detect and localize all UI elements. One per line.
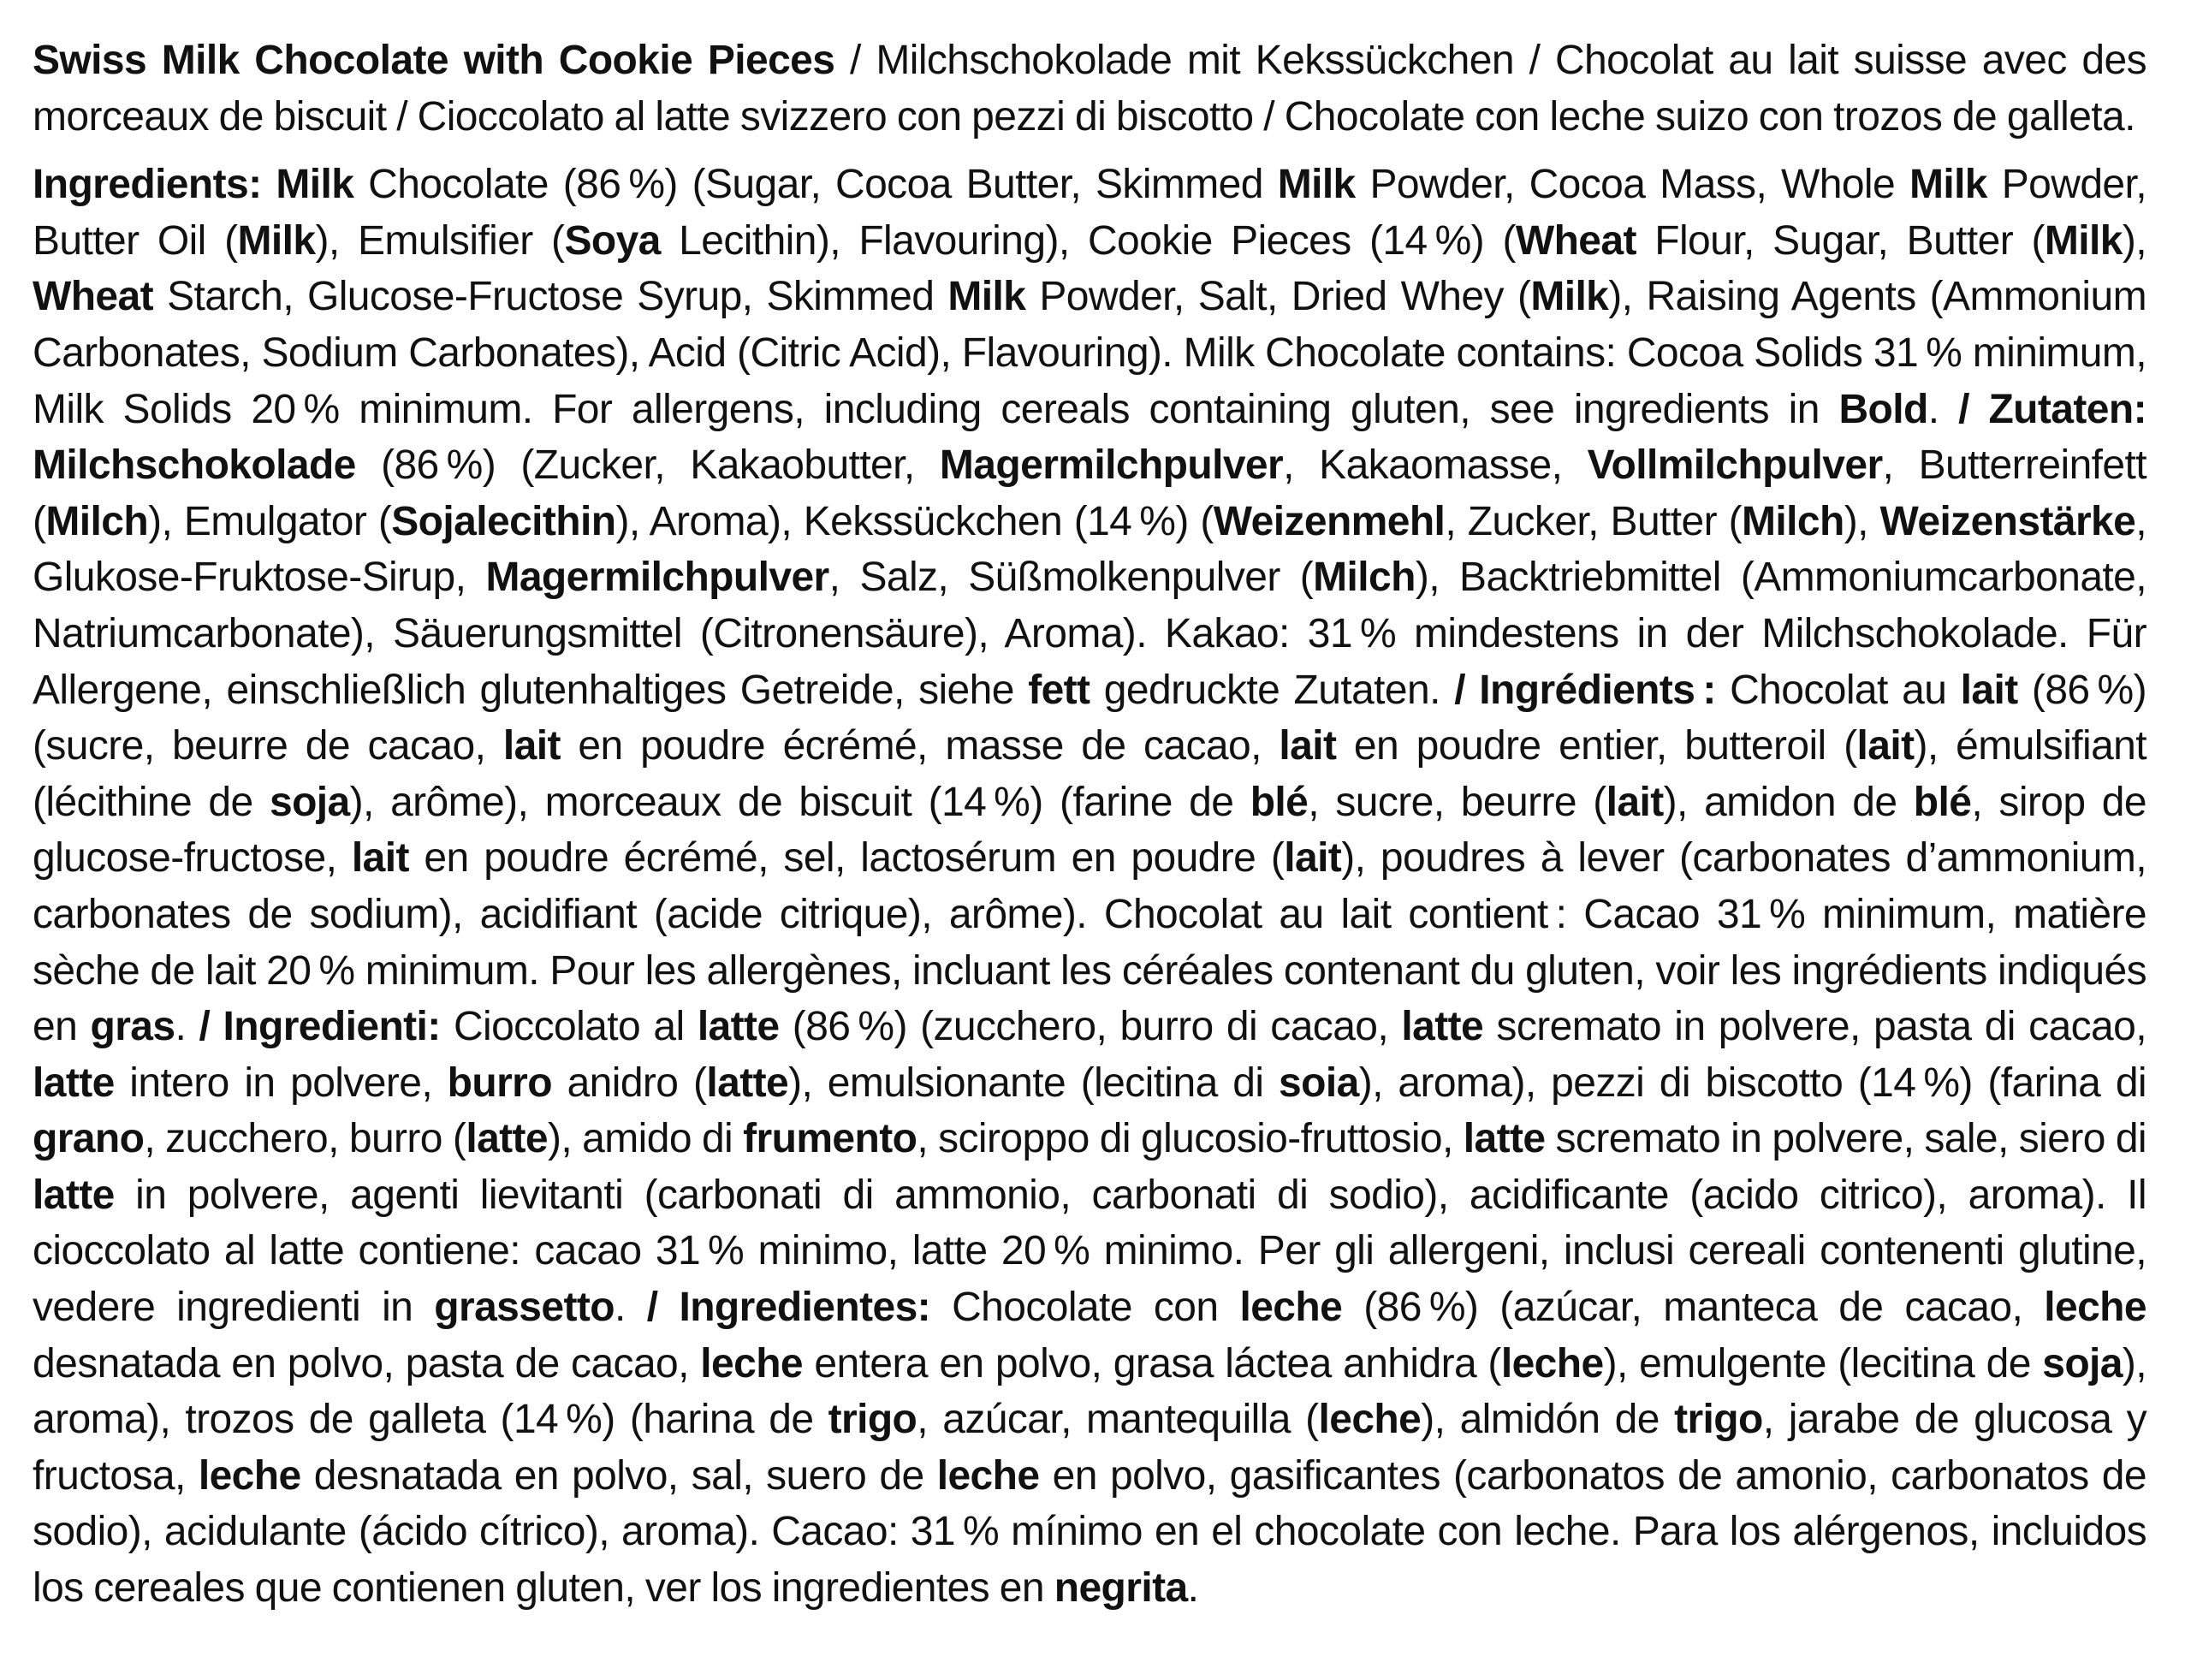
bold-text-run: lait <box>502 723 561 769</box>
bold-text-run: trigo <box>1674 1397 1763 1443</box>
text-run: ), émulsifiant (lécithine de <box>33 723 2146 825</box>
text-run: ), Emulsifier ( <box>315 217 565 264</box>
text-run: Chocolat au <box>1715 667 1961 713</box>
bold-text-run: Swiss Milk Chocolate with Cookie Pieces <box>33 38 835 83</box>
text-run: , zucchero, burro ( <box>144 1116 466 1162</box>
text-run: ), <box>2122 217 2146 264</box>
bold-text-run: Soya <box>564 217 661 264</box>
text-run: ), aroma), pezzi di biscotto (14 %) (farina di <box>1358 1060 2146 1106</box>
bold-text-run: Milch <box>1742 498 1844 544</box>
bold-text-run: Milch <box>45 498 149 544</box>
text-run: ), <box>1844 498 1880 544</box>
text-run: Flour, Sugar, Butter ( <box>1636 217 2045 264</box>
text-run: ), emulsionante (lecitina di <box>788 1060 1280 1106</box>
text-run: , Zucker, Butter ( <box>1445 498 1743 544</box>
text-run: . <box>175 1004 199 1050</box>
text-run: en poudre écrémé, masse de cacao, <box>560 723 1280 769</box>
text-run: ), amidon de <box>1663 779 1914 825</box>
text-run: in polvere, agenti lievitanti (carbonati di ammonio, carbonati di sodio), acidificante (acido citrico), aroma). Il cioccolato al latte contiene: cacao 31 % minimo, latte 20 % minimo. Per gli allergeni, inclusi cereali contenenti glutine, vedere ingredienti in <box>33 1172 2146 1331</box>
text-run: ), almidón de <box>1421 1397 1675 1443</box>
bold-text-run: latte <box>1463 1116 1546 1162</box>
text-run: , Salz, Süßmolkenpulver ( <box>828 555 1314 601</box>
text-run: en poudre entier, butteroil ( <box>1336 723 1857 769</box>
bold-text-run: Milch <box>1313 555 1416 601</box>
bold-text-run: grassetto <box>434 1285 615 1331</box>
text-run: (86 %) (sucre, beurre de cacao, <box>33 667 2146 769</box>
bold-text-run: latte <box>33 1060 115 1106</box>
bold-text-run: leche <box>2044 1285 2146 1331</box>
text-run: Lecithin), Flavouring), Cookie Pieces (14 %) ( <box>660 217 1516 264</box>
bold-text-run: frumento <box>743 1116 917 1162</box>
text-run: intero in polvere, <box>114 1060 448 1106</box>
text-run: , jarabe de glucosa y fructosa, <box>33 1397 2146 1499</box>
bold-text-run: / Ingredienti: <box>199 1004 441 1050</box>
bold-text-run: fett <box>1028 667 1090 713</box>
bold-text-run: gras <box>90 1004 175 1050</box>
text-run: Powder, Salt, Dried Whey ( <box>1025 274 1531 320</box>
bold-text-run: Wheat <box>33 274 154 320</box>
bold-text-run: lait <box>1284 835 1342 882</box>
text-run: ), aroma), trozos de galleta (14 %) (harina de <box>33 1340 2146 1443</box>
text-run: ), arôme), morceaux de biscuit (14 %) (farine de <box>349 779 1250 825</box>
text-run: entera en polvo, grasa láctea anhidra ( <box>803 1340 1501 1386</box>
bold-text-run: lait <box>351 835 409 882</box>
bold-text-run: Magermilchpulver <box>485 555 829 601</box>
text-run: (86 %) (zucchero, burro di cacao, <box>779 1004 1402 1050</box>
text-run: , Kakaomasse, <box>1283 442 1588 489</box>
bold-text-run: latte <box>706 1060 789 1106</box>
bold-text-run: lait <box>1279 723 1337 769</box>
bold-text-run: blé <box>1913 779 1972 825</box>
text-run: (86 %) (Zucker, Kakaobutter, <box>355 442 940 489</box>
bold-text-run: leche <box>1239 1285 1343 1331</box>
text-run: Powder, Cocoa Mass, Whole <box>1355 162 1909 208</box>
bold-text-run: burro <box>447 1060 552 1106</box>
bold-text-run: Wheat <box>1515 217 1636 264</box>
text-run: scremato in polvere, pasta di cacao, <box>1483 1004 2146 1050</box>
bold-text-run: leche <box>1318 1397 1422 1443</box>
bold-text-run: / Ingredientes: <box>646 1285 931 1331</box>
text-run: . <box>614 1285 647 1331</box>
bold-text-run: Bold <box>1838 386 1928 432</box>
bold-text-run: Milk <box>2044 217 2123 264</box>
ingredients-list <box>33 157 2146 1616</box>
text-run: (86 %) (azúcar, manteca de cacao, <box>1342 1285 2045 1331</box>
bold-text-run: blé <box>1250 779 1309 825</box>
text-run: scremato in polvere, sale, siero di <box>1545 1116 2146 1162</box>
text-run: . <box>1187 1565 1199 1612</box>
bold-text-run: Milk <box>947 274 1026 320</box>
bold-text-run: grano <box>33 1116 145 1162</box>
text-run: , Glukose-Fruktose-Sirup, <box>33 498 2146 601</box>
text-run: / Milchschokolade mit Kekssückchen / Chocolat au lait suisse avec des morceaux de biscuit / Cioccolato al latte svizzero con pezzi di biscotto / Chocolate con leche suizo con trozos de galleta. <box>33 38 2146 140</box>
bold-text-run: Milk <box>1530 274 1609 320</box>
text-run: , sirop de glucose-fructose, <box>33 779 2146 882</box>
bold-text-run: soja <box>269 779 350 825</box>
bold-text-run: leche <box>198 1452 301 1499</box>
bold-text-run: Milk <box>237 217 316 264</box>
text-run: desnatada en polvo, pasta de cacao, <box>33 1340 701 1386</box>
bold-text-run: Milk <box>1277 162 1356 208</box>
text-run: Chocolate con <box>930 1285 1240 1331</box>
text-run: , sciroppo di glucosio-fruttosio, <box>917 1116 1464 1162</box>
bold-text-run: Weizenstärke <box>1879 498 2136 544</box>
bold-text-run: Weizenmehl <box>1213 498 1446 544</box>
bold-text-run: latte <box>466 1116 549 1162</box>
text-run: Chocolate (86 %) (Sugar, Cocoa Butter, Skimmed <box>353 162 1278 208</box>
bold-text-run: latte <box>697 1004 780 1050</box>
bold-text-run: latte <box>1401 1004 1484 1050</box>
text-run: ), Raising Agents (Ammonium Carbonates, Sodium Carbonates), Acid (Citric Acid), Flavouring). Milk Chocolate contains: Cocoa Solids 31 % minimum, Milk Solids 20 % minimum. For allergens, including cereals containing gluten, see ingredients in <box>33 274 2146 432</box>
bold-text-run: Ingredients: Milk <box>33 162 354 208</box>
text-run: ), amido di <box>548 1116 744 1162</box>
bold-text-run: leche <box>1500 1340 1604 1386</box>
text-run: ), Emulgator ( <box>148 498 392 544</box>
text-run: anidro ( <box>551 1060 707 1106</box>
bold-text-run: leche <box>700 1340 804 1386</box>
bold-text-run: lait <box>1856 723 1915 769</box>
bold-text-run: Milk <box>1909 162 1987 208</box>
bold-text-run: latte <box>33 1172 115 1218</box>
bold-text-run: negrita <box>1054 1565 1188 1612</box>
text-run: desnatada en polvo, sal, suero de <box>300 1452 937 1499</box>
text-run: ), emulgente (lecitina de <box>1603 1340 2043 1386</box>
text-run: , sucre, beurre ( <box>1308 779 1606 825</box>
bold-text-run: lait <box>1606 779 1664 825</box>
text-run: , azúcar, mantequilla ( <box>917 1397 1319 1443</box>
bold-text-run: Sojalecithin <box>391 498 616 544</box>
bold-text-run: Magermilchpulver <box>939 442 1284 489</box>
text-run: ), Backtriebmittel (Ammoniumcarbonate, Natriumcarbonate), Säuerungsmittel (Citronensäure), Aroma). Kakao: 31 % mindestens in der Milchschokolade. Für Allergene, einschließlich glutenhaltiges Getreide, siehe <box>33 555 2146 713</box>
bold-text-run: soia <box>1279 1060 1359 1106</box>
text-run: gedruckte Zutaten. <box>1090 667 1455 713</box>
bold-text-run: trigo <box>828 1397 917 1443</box>
text-run: ), Aroma), Kekssückchen (14 %) ( <box>615 498 1214 544</box>
text-run: Cioccolato al <box>440 1004 698 1050</box>
ingredient-label <box>33 33 2146 1617</box>
bold-text-run: soja <box>2042 1340 2123 1386</box>
bold-text-run: / Ingrédients : <box>1454 667 1716 713</box>
text-run: en polvo, gasificantes (carbonatos de amonio, carbonatos de sodio), acidulante (ácido cítrico), aroma). Cacao: 31 % mínimo en el chocolate con leche. Para los alérgenos, incluidos los cereales que contienen gluten, ver los ingredientes en <box>33 1452 2146 1612</box>
text-run: . <box>1927 386 1959 432</box>
bold-text-run: Vollmilchpulver <box>1587 442 1883 489</box>
bold-text-run: leche <box>936 1452 1040 1499</box>
bold-text-run: / Zutaten: Milchschokolade <box>33 386 2146 489</box>
text-run: Starch, Glucose-Fructose Syrup, Skimmed <box>153 274 948 320</box>
text-run: en poudre écrémé, sel, lactosérum en poudre ( <box>408 835 1285 882</box>
text-run: , Butterreinfett ( <box>33 442 2146 544</box>
bold-text-run: lait <box>1960 667 2018 713</box>
text-run: ), poudres à lever (carbonates d’ammonium, carbonates de sodium), acidifiant (acide citrique), arôme). Chocolat au lait contient : Cacao 31 % minimum, matière sèche de lait 20 % minimum. Pour les allergènes, incluant les céréales contenant du gluten, voir les ingrédients indiqués en <box>33 835 2146 1050</box>
text-run: Powder, Butter Oil ( <box>33 162 2146 264</box>
product-title <box>33 33 2146 145</box>
